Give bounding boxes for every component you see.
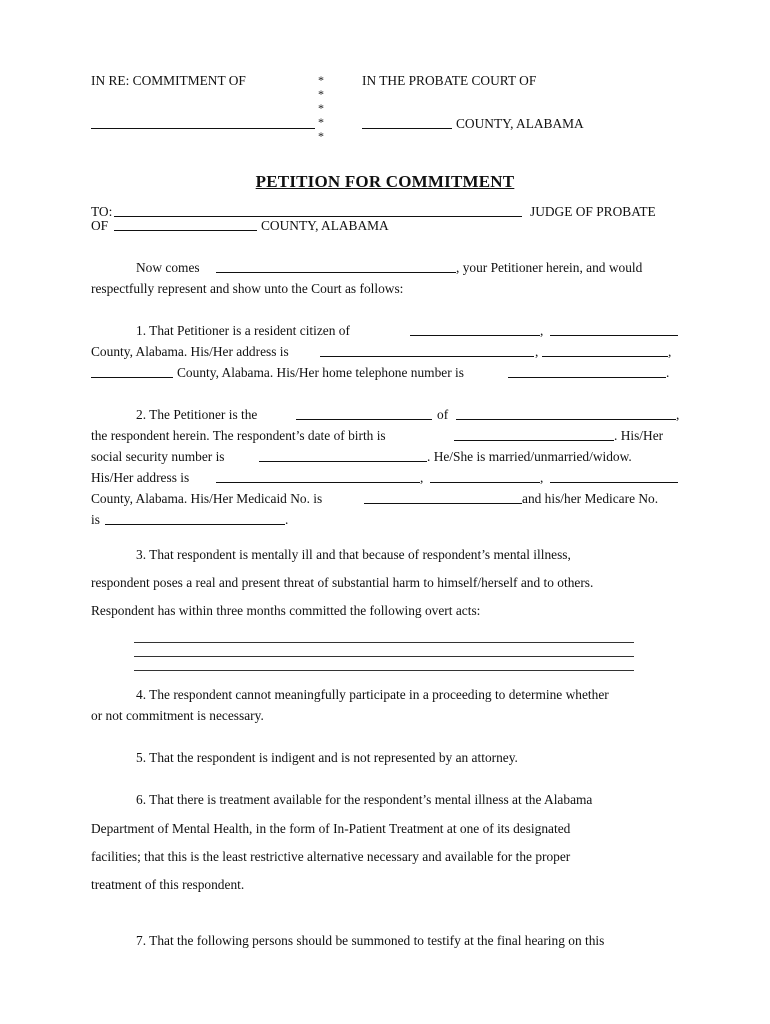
para1-comma: ,	[535, 344, 539, 359]
addressee-county-state: COUNTY, ALABAMA	[261, 218, 389, 233]
para1-line2: County, Alabama. His/Her address is	[91, 344, 289, 359]
para2-line5-b: and his/her Medicare No.	[522, 491, 659, 506]
respondent-city-blank[interactable]	[430, 482, 540, 483]
para6-line4: treatment of this respondent.	[91, 877, 245, 892]
petitioner-city-blank[interactable]	[542, 356, 668, 357]
of-label: OF	[91, 218, 109, 233]
para6-line3: facilities; that this is the least restrictive alternative necessary and available for the proper	[91, 849, 571, 864]
para3-line1	[91, 547, 680, 563]
para6-line1: 6. That there is treatment available for the respondent’s mental illness at the Alabama	[136, 792, 593, 807]
para2-line4-a: His/Her address is	[91, 470, 190, 485]
to-label: TO:	[91, 204, 113, 219]
para2-comma: ,	[540, 470, 544, 485]
date-of-birth-blank[interactable]	[454, 440, 614, 441]
para3-line2: respondent poses a real and present threat of substantial harm to himself/herself and to others.	[91, 575, 594, 590]
para3-line3: Respondent has within three months committed the following overt acts:	[91, 603, 481, 618]
respondent-county-blank[interactable]	[550, 482, 678, 483]
para2-line2-b: . His/Her	[614, 428, 664, 443]
resident-county-blank[interactable]	[550, 335, 678, 336]
para2-of: of	[437, 407, 449, 422]
para4-line2: or not commitment is necessary.	[91, 708, 264, 723]
judge-name-blank[interactable]	[114, 216, 522, 217]
para2-line6-a: is	[91, 512, 100, 527]
judge-of-probate-label: JUDGE OF PROBATE	[530, 204, 656, 219]
para4-line1: 4. The respondent cannot meaningfully participate in a proceeding to determine whether	[136, 687, 609, 702]
petitioner-name-blank[interactable]	[216, 272, 456, 273]
para6-line2: Department of Mental Health, in the form of In-Patient Treatment at one of its designated	[91, 821, 571, 836]
respondent-address-blank[interactable]	[216, 482, 420, 483]
overt-acts-line-2[interactable]	[134, 656, 634, 657]
intro-text: , your Petitioner herein, and would	[456, 260, 643, 275]
petitioner-county-blank[interactable]	[91, 377, 173, 378]
caption-separator-star: *	[318, 115, 324, 129]
para2-line5-a: County, Alabama. His/Her Medicaid No. is	[91, 491, 323, 506]
para2-line2-a: the respondent herein. The respondent’s date of birth is	[91, 428, 386, 443]
medicaid-number-blank[interactable]	[364, 503, 522, 504]
caption-separator-star: *	[318, 73, 324, 87]
para2-line3-b: . He/She is married/unmarried/widow.	[427, 449, 632, 464]
court-label: IN THE PROBATE COURT OF	[362, 73, 537, 88]
para2-line1: 2. The Petitioner is the	[136, 407, 258, 422]
now-comes-label: Now comes	[136, 260, 200, 275]
court-county-blank[interactable]	[362, 128, 452, 129]
para2-line3-a: social security number is	[91, 449, 225, 464]
petitioner-phone-blank[interactable]	[508, 377, 666, 378]
para1-line3: County, Alabama. His/Her home telephone number is	[177, 365, 464, 380]
para2-comma: ,	[676, 407, 680, 422]
para1-comma: ,	[668, 344, 672, 359]
resident-city-blank[interactable]	[410, 335, 540, 336]
caption-separator-star: *	[318, 87, 324, 101]
intro-text-line2: respectfully represent and show unto the Court as follows:	[91, 281, 404, 296]
medicare-number-blank[interactable]	[105, 524, 285, 525]
para2-comma: ,	[420, 470, 424, 485]
caption-separator-star: *	[318, 101, 324, 115]
petitioner-address-blank[interactable]	[320, 356, 534, 357]
para1-period: .	[666, 365, 670, 380]
para2-line6-b: .	[285, 512, 289, 527]
court-county-state: COUNTY, ALABAMA	[456, 116, 584, 131]
caption-separator-star: *	[318, 129, 324, 143]
overt-acts-line-1[interactable]	[134, 642, 634, 643]
ssn-blank[interactable]	[259, 461, 427, 462]
para3-line1-text: 3. That respondent is mentally ill and that because of respondent’s mental illness,	[136, 547, 571, 562]
para7-line1: 7. That the following persons should be summoned to testify at the final hearing on this	[136, 933, 605, 948]
para1-line1: 1. That Petitioner is a resident citizen of	[136, 323, 350, 338]
respondent-name-blank[interactable]	[91, 128, 315, 129]
respondent-name-blank-2[interactable]	[456, 419, 676, 420]
para5-line1: 5. That the respondent is indigent and is not represented by an attorney.	[136, 750, 518, 765]
overt-acts-line-3[interactable]	[134, 670, 634, 671]
in-re-label: IN RE: COMMITMENT OF	[91, 73, 246, 88]
para1-comma: ,	[540, 323, 544, 338]
document-title: PETITION FOR COMMITMENT	[255, 172, 515, 191]
relationship-blank[interactable]	[296, 419, 432, 420]
addressee-county-blank[interactable]	[114, 230, 257, 231]
